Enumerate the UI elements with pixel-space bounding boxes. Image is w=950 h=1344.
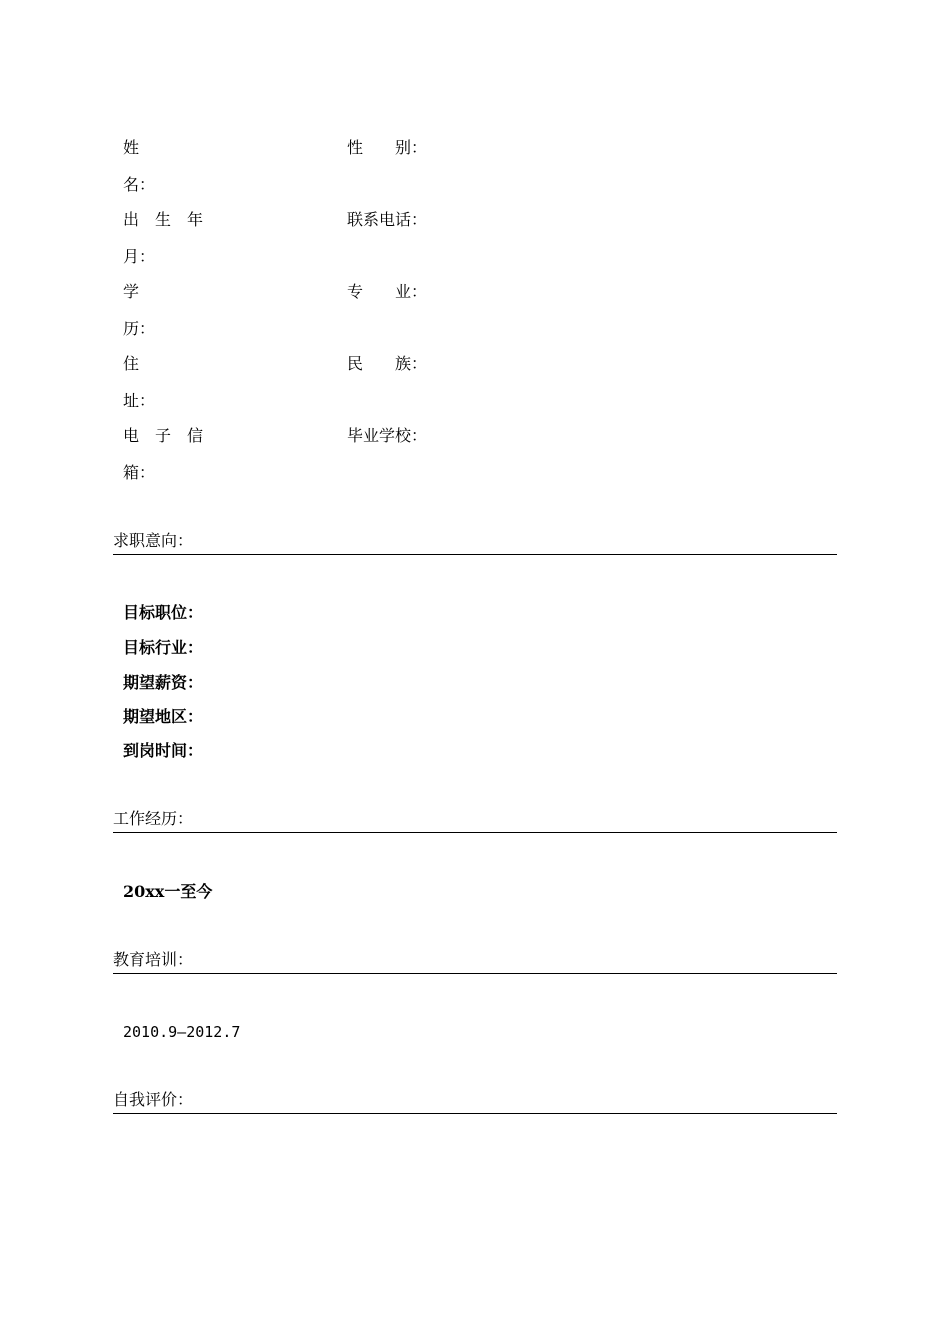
name-label-part2: 名： [123, 175, 156, 194]
school-label: 毕业学校： [347, 426, 428, 445]
work-experience-heading: 工作经历： [113, 810, 837, 833]
phone-label: 联系电话： [347, 210, 428, 229]
birth-label-part1: 出 生 年 [123, 210, 204, 229]
education-heading: 教育培训： [113, 951, 837, 974]
start-date-label: 到岗时间： [123, 741, 204, 760]
address-label-part1: 住 [123, 354, 140, 373]
education-level-label-part2: 历： [123, 319, 156, 338]
email-label-part1: 电 子 信 [123, 426, 204, 445]
education-level-label-part1: 学 [123, 282, 140, 301]
target-industry-label: 目标行业： [123, 638, 204, 657]
expected-region-label: 期望地区： [123, 707, 204, 726]
education-period: 2010.9—2012.7 [123, 1023, 241, 1041]
address-label-part2: 址： [123, 391, 156, 410]
gender-label: 性 别： [347, 138, 428, 157]
job-intent-heading: 求职意向： [113, 532, 837, 555]
work-period: 20xx一至今 [123, 882, 213, 901]
target-position-label: 目标职位： [123, 603, 204, 622]
expected-salary-label: 期望薪资： [123, 673, 204, 692]
major-label: 专 业： [347, 282, 428, 301]
email-label-part2: 箱： [123, 463, 156, 482]
self-evaluation-heading: 自我评价： [113, 1091, 837, 1114]
name-label-part1: 姓 [123, 138, 140, 157]
birth-label-part2: 月： [123, 247, 156, 266]
ethnicity-label: 民 族： [347, 354, 428, 373]
